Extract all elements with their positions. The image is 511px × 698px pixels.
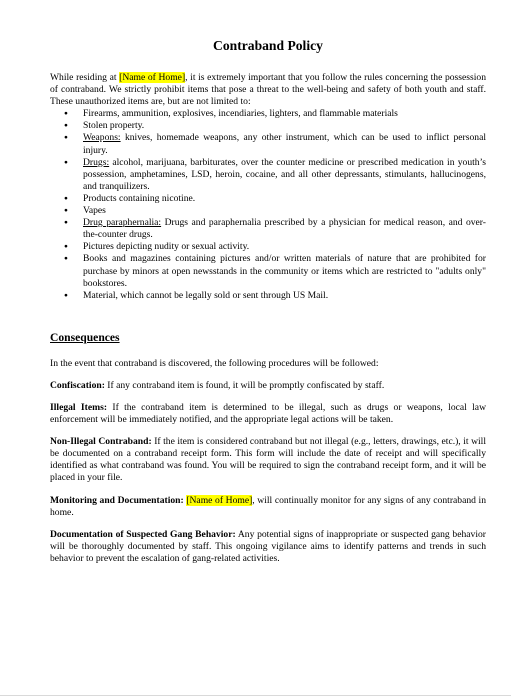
drug-paraphernalia-label: Drug paraphernalia: bbox=[83, 217, 162, 229]
consequences-intro: In the event that contraband is discovered, the following procedures will be followed: bbox=[50, 357, 379, 369]
page-bottom-divider bbox=[0, 695, 511, 696]
monitoring-paragraph: Monitoring and Documentation: [Name of Home], will continually monitor for any signs of any contraband in home. bbox=[50, 494, 486, 518]
list-item: ● Books and magazines containing pictures and/or written materials of nature that are prohibited for purchase by minors at open newsstands in the community or items which are restricted to "adults only" bookstores. bbox=[50, 253, 486, 289]
page-title: Contraband Policy bbox=[213, 38, 323, 53]
illegal-items-paragraph: Illegal Items: If the contraband item is determined to be illegal, such as drugs or weapons, local law enforcement will be immediately notified, and the appropriate legal actions will be taken. bbox=[50, 401, 486, 426]
list-item: ● Vapes bbox=[50, 205, 486, 217]
weapons-label: Weapons: bbox=[83, 132, 121, 144]
non-illegal-contraband-paragraph: Non-Illegal Contraband: If the item is considered contraband but not illegal (e.g., letters, drawings, etc.), it will be documented on a contraband receipt form. This form will include the date of receipt and will specifically identified as what contraband was found. You will be required to sign the contraband receipt form, and it will be placed in your file. bbox=[50, 436, 486, 484]
list-item: ● Drugs: alcohol, marijuana, barbiturates, over the counter medicine or prescribed medication in youth’s possession, amphetamines, LSD, heroin, cocaine, and all other depressants, stimulants, hallucinogens, and tranquilizers. bbox=[50, 157, 486, 193]
list-item: ● Stolen property. bbox=[50, 120, 486, 132]
name-of-home-placeholder: [Name of Home] bbox=[119, 72, 186, 83]
list-item: ● Material, which cannot be legally sold or sent through US Mail. bbox=[50, 290, 486, 302]
consequences-heading: Consequences bbox=[50, 330, 120, 344]
list-item: ● Drug paraphernalia: Drugs and paraphernalia prescribed by a physician for medical reason, and over-the-counter drugs. bbox=[50, 217, 486, 241]
name-of-home-placeholder: [Name of Home] bbox=[186, 494, 253, 506]
drugs-label: Drugs: bbox=[83, 156, 110, 168]
contraband-list bbox=[50, 108, 486, 302]
list-item: ● Pictures depicting nudity or sexual activity. bbox=[50, 241, 486, 253]
intro-paragraph bbox=[50, 72, 486, 108]
intro-text-before: While residing at bbox=[50, 72, 120, 83]
list-item: ● Products containing nicotine. bbox=[50, 193, 486, 205]
confiscation-paragraph: Confiscation: If any contraband item is found, it will be promptly confiscated by staff. bbox=[50, 379, 385, 391]
intro-text-after: , it is extremely important that you follow the rules concerning the possession of contraband. We strictly prohibit items that pose a threat to the well-being and safety of both youth and staff. These unauthorized items are, but are not limited to: bbox=[50, 72, 487, 108]
document-body bbox=[50, 38, 486, 575]
gang-behavior-paragraph: Documentation of Suspected Gang Behavior: Any potential signs of inappropriate or suspected gang behavior will be thoroughly documented by staff. This ongoing vigilance aims to identify patterns and trends in such behavior to prevent the escalation of gang-related activities. bbox=[50, 528, 486, 564]
list-item: ● Firearms, ammunition, explosives, incendiaries, lighters, and flammable materials bbox=[50, 108, 486, 120]
list-item: ● Weapons: knives, homemade weapons, any other instrument, which can be used to inflict personal injury. bbox=[50, 132, 486, 156]
